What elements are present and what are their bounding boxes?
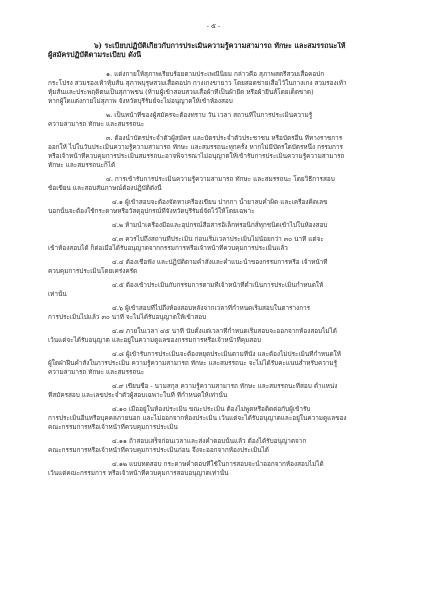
- paragraph-4-10-line-2: การประเมินอื่นหรือบุคคลภายนอก และไม่ออกจากห้องประเมิน เว้นแต่จะได้รับอนุญาตและอยู่ในความดูแลของ: [48, 414, 347, 422]
- paragraph-4-6-line-1: ๔.๖ ผู้เข้าสอบที่ไปถึงห้องสอบหลังจากเวลาที่กำหนดเริ่มสอบในตารางการ: [112, 304, 311, 312]
- paragraph-4-5-line-2: เท่านั้น: [48, 290, 67, 298]
- paragraph-4-7-line-2: เว้นแต่จะได้รับอนุญาต และอยู่ในความดูแลของกรรมการหรือเจ้าหน้าที่คุมสอบ: [48, 336, 262, 344]
- paragraph-4-9-line-1: ๔.๙ เขียนชื่อ - นามสกุล ความรู้ความสามารถ ทักษะ และสมรรถนะที่สอบ ตำแหน่ง: [112, 382, 338, 390]
- paragraph-1-line-2: กระโปรง สวมรองเท้าหุ้มส้น สุภาพบุรุษสวมเสื้อคอปก กางเกงขายาว โดยสอดชายเสื้อไว้ในกางเกง สวมรองเท้า: [48, 79, 347, 87]
- paragraph-4-9-line-2: ที่สมัครสอบ และเลขประจำตัวผู้สอบเฉพาะในที่ ที่กำหนดให้เท่านั้น: [48, 391, 228, 399]
- paragraph-1-line-1: ๑. แต่งกายให้สุภาพเรียบร้อยตามประเพณีนิยม กล่าวคือ สุภาพสตรีสวมเสื้อคอปก: [106, 70, 325, 78]
- paragraph-4-11-line-2: คณะกรรมการหรือเจ้าหน้าที่ควบคุมการประเมินก่อน จึงจะออกจากห้องประเมินได้: [48, 446, 269, 454]
- page-number: - ๕ -: [206, 22, 221, 30]
- paragraph-4-5-line-1: ๔.๕ ต้องเข้าประเมินกับกรรมการตามที่เจ้าหน้าที่ดำเนินการประเมินกำหนดให้: [112, 281, 324, 289]
- paragraph-4-12-line-2: เว้นแต่คณะกรรมการ หรือเจ้าหน้าที่ควบคุมการสอบอนุญาตเท่านั้น: [48, 469, 229, 477]
- paragraph-1-line-3: หุ้มส้นและประพฤติตนเป็นสุภาพชน (ห้ามผู้เข้าสอบสวมเสื้อผ้าที่เป็นผ้ายืด หรือผ้ายีนส์โดยเด็ดขาด): [48, 88, 314, 96]
- paragraph-4-12-line-1: ๔.๑๒ แบบทดสอบ กระดาษคำตอบที่ใช้ในการสอบจะนำออกจากห้องสอบไม่ได้: [112, 460, 324, 468]
- paragraph-4-8-line-1: ๔.๘ ผู้เข้ารับการประเมินจะต้องหยุดประเมินตามที่นั่ง และต้องไม่ประเมินที่กำหนดให้: [112, 350, 341, 358]
- paragraph-4-4-line-2: ควบคุมการประเมินโดยเคร่งครัด: [48, 267, 138, 275]
- paragraph-4-3-line-1: ๔.๓ ควรไปถึงสถานที่ประเมิน ก่อนเริ่มเวลาประเมินไม่น้อยกว่า ๓๐ นาที แต่จะ: [112, 235, 324, 243]
- paragraph-4-6-line-2: การประเมินไปแล้ว ๓๐ นาที จะไม่ได้รับอนุญาตให้เข้าสอบ: [48, 313, 207, 321]
- paragraph-4-line-1: ๔. การเข้ารับการประเมินความรู้ความสามารถ ทักษะ และสมรรถนะ โดยวิธีการสอบ: [106, 175, 335, 183]
- paragraph-4-1-line-1: ๔.๑ ผู้เข้าสอบจะต้องจัดหาเครื่องเขียน ปากกา น้ำยาลบคำผิด และเครื่องคิดเลข: [112, 198, 328, 206]
- paragraph-4-4-line-1: ๔.๔ ต้องเชื่อฟัง และปฏิบัติตามคำสั่งและคำแนะนำของกรรมการหรือ เจ้าหน้าที่: [112, 258, 328, 266]
- paragraph-4-10-line-1: ๔.๑๐ เมื่ออยู่ในห้องประเมิน ขณะประเมิน ต้องไม่พูดหรือติดต่อกับผู้เข้ารับ: [112, 405, 311, 413]
- section-heading-line-2: ผู้สมัครปฏิบัติตามระเบียบ ดังนี้: [48, 51, 142, 59]
- paragraph-4-3-line-2: เข้าห้องสอบได้ ก็ต่อเมื่อได้รับอนุญาตจากกรรมการหรือเจ้าหน้าที่ควบคุมการประเมินแล้ว: [48, 244, 288, 252]
- paragraph-4-10-line-3: คณะกรรมการหรือเจ้าหน้าที่ควบคุมการประเมิน: [48, 423, 178, 431]
- paragraph-4-line-2: ข้อเขียน และสอบสัมภาษณ์ต้องปฏิบัติดังนี้: [48, 184, 162, 192]
- paragraph-4-8-line-3: ความสามารถ ทักษะ และสมรรถนะ: [48, 368, 145, 376]
- paragraph-1-line-4: หากผู้ใดแต่งกายไม่สุภาพ จังหวัดบุรีรัมย์จะไม่อนุญาตให้เข้าห้องสอบ: [48, 97, 233, 105]
- paragraph-3-line-4: ทักษะ และสมรรถนะก็ได้: [48, 161, 116, 169]
- paragraph-3-line-2: ออกให้ ไปในวันประเมินความรู้ความสามารถ ทักษะ และสมรรถนะทุกครั้ง หากไม่มีบัตรใดบัตรหนึ่ง กรรมการ: [48, 143, 343, 151]
- paragraph-3-line-1: ๓. ต้องนำบัตรประจำตัวผู้สมัคร และบัตรประจำตัวประชาชน หรือบัตรอื่น ที่ทางราชการ: [106, 134, 343, 142]
- section-heading-line-1: ๖) ระเบียบปฏิบัติเกี่ยวกับการประเมินความรู้ความสามารถ ทักษะ และสมรรถนะให้: [94, 42, 346, 50]
- paragraph-4-7-line-1: ๔.๗ ภายในเวลา ๔๕ นาที นับตั้งแต่เวลาที่กำหนดเริ่มสอบจะออกจากห้องสอบไม่ได้: [112, 327, 337, 335]
- paragraph-4-8-line-2: ผู้ใดฝ่าฝืนคำสั่งในการประเมิน ความรู้ความสามารถ ทักษะ และสมรรถนะ จะไม่ได้รับคะแนนสำหรับความรู้: [48, 359, 338, 367]
- paragraph-4-2-line-1: ๔.๒ ห้ามนำเครื่องมือและอุปกรณ์สื่อสารอิเล็กทรอนิกส์ทุกชนิดเข้าไปในห้องสอบ: [112, 221, 328, 229]
- paragraph-2-line-2: ความสามารถ ทักษะ และสมรรถนะ: [48, 120, 145, 128]
- paragraph-4-1-line-2: นอกนั้นจะต้องใช้กระดาษหรือวัสดุอุปกรณ์ที่จังหวัดบุรีรัมย์จัดไว้ให้โดยเฉพาะ: [48, 207, 255, 215]
- paragraph-3-line-3: หรือเจ้าหน้าที่ควบคุมการประเมินสมรรถนะอาจพิจารณาไม่อนุญาตให้เข้ารับการประเมินความรู้ความสามารถ: [48, 152, 345, 160]
- paragraph-2-line-1: ๒. เป็นหน้าที่ของผู้สมัครจะต้องทราบ วัน เวลา สถานที่ในการประเมินความรู้: [106, 111, 313, 119]
- paragraph-4-11-line-1: ๔.๑๑ ถ้าสอบเสร็จก่อนเวลาและส่งคำตอบนั้นแล้ว ต้องได้รับอนุญาตจาก: [112, 437, 307, 445]
